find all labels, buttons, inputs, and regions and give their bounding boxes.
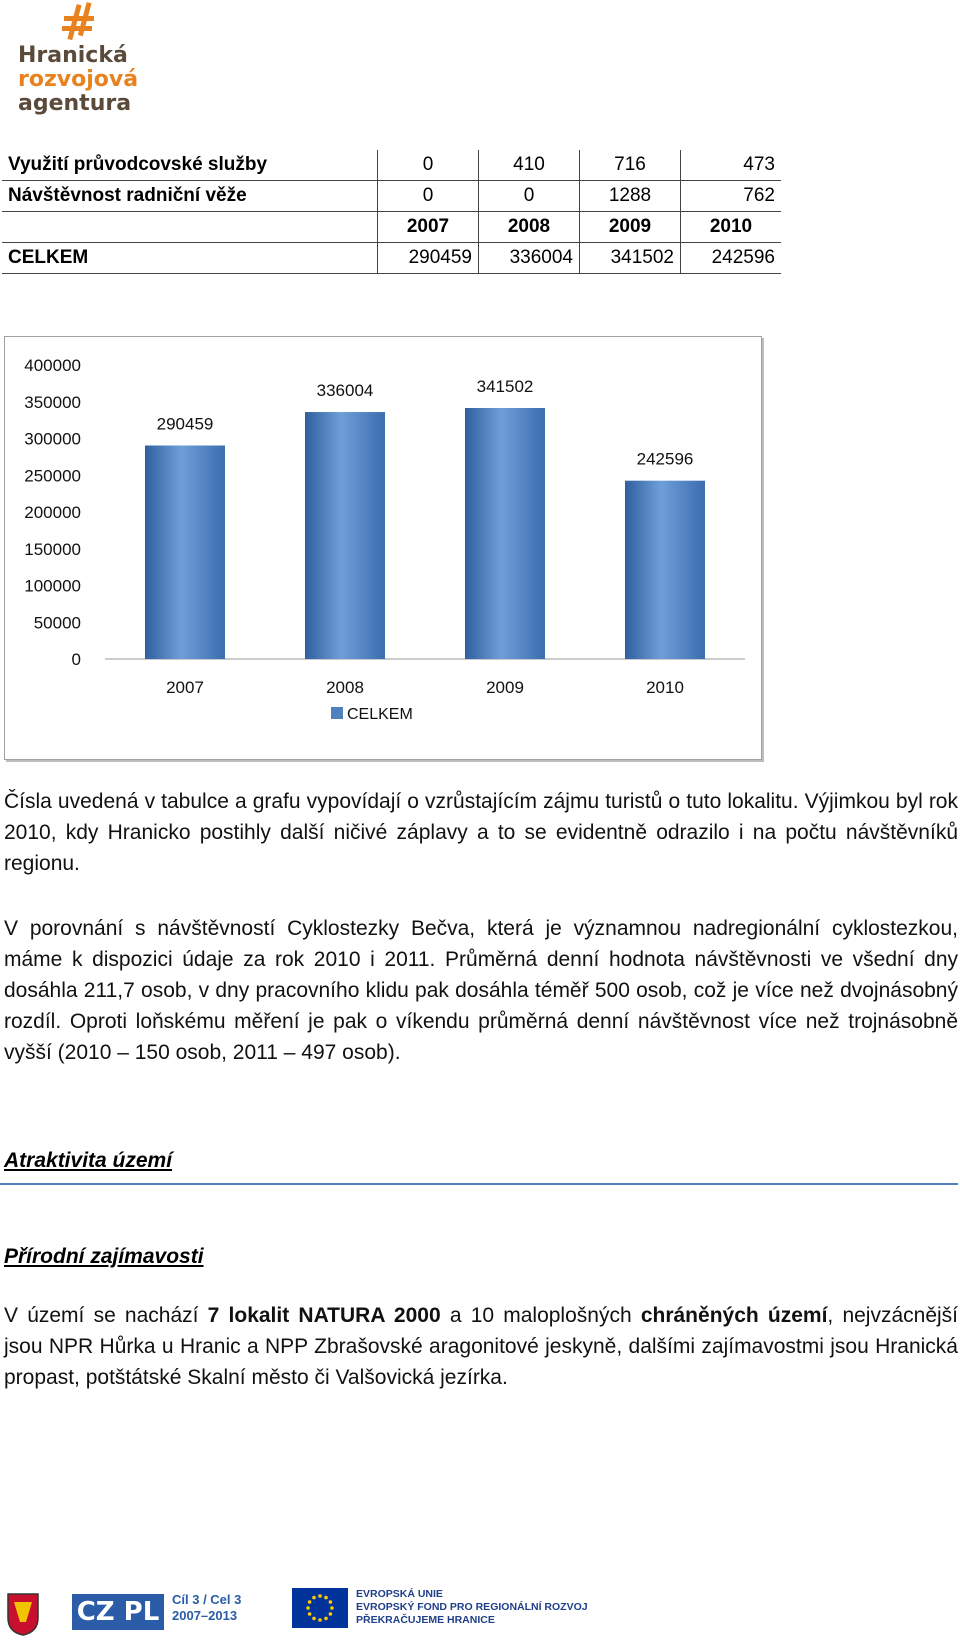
eu-star [324, 1617, 328, 1621]
y-tick-label: 150000 [24, 539, 81, 559]
table-cell: 336004 [479, 243, 580, 274]
paragraph-cycle-path: V porovnání s návštěvností Cyklostezky Bečva, která je významnou nadregionální cyklostezkou, máme k dispozici údaje za rok 2010 i 2011. Průměrná denní hodnota návštěvnosti ve všední dny dosáhla 211,7 osob, v dny pracovního klidu pak dosáhla téměř 500 osob, což je více než dvojnásobný rozdíl. Oproti loňskému měření je pak o víkendu průměrná denní návštěvnost více než trojnásobně vyšší (2010 – 150 osob, 2011 – 497 osob). [4, 917, 958, 1064]
eu-star [312, 1596, 316, 1600]
text-run: a 10 maloplošných [440, 1304, 641, 1327]
section-divider [0, 1183, 958, 1185]
eu-star [306, 1606, 310, 1610]
table-cell: 1288 [580, 181, 681, 212]
section-heading-attractivity: Atraktivita území [4, 1149, 173, 1172]
table-row [2, 150, 781, 181]
y-tick-label: 200000 [24, 503, 81, 522]
bar-2008 [305, 412, 385, 659]
program-line-1: Cíl 3 / Cel 3 [172, 1592, 242, 1607]
year-header: 2009 [580, 212, 681, 243]
table-row [2, 212, 781, 243]
x-tick-label: 2009 [486, 678, 524, 697]
year-header: 2010 [681, 212, 782, 243]
year-header: 2007 [378, 212, 479, 243]
logo-line-3: agentura [18, 91, 132, 116]
y-tick-label: 350000 [24, 392, 81, 412]
eu-line-3: PŘEKRAČUJEME HRANICE [356, 1614, 495, 1626]
x-tick-label: 2010 [646, 678, 684, 697]
regional-coat-of-arms-icon [6, 1592, 40, 1636]
table-row [2, 181, 781, 212]
y-tick-label: 400000 [24, 356, 81, 375]
visitor-stats-table [2, 150, 781, 274]
table-cell: 242596 [681, 243, 782, 274]
x-tick-label: 2008 [326, 678, 364, 697]
eu-star [324, 1596, 328, 1600]
eu-star [318, 1594, 322, 1598]
eu-star [308, 1600, 312, 1604]
row-label: Návštěvnost radniční věže [2, 181, 378, 212]
table-cell: 0 [378, 181, 479, 212]
text-run: , nejvzácnější jsou NPR Hůrka u Hranic a NPP Zbrašovské aragonitové jeskyně, dalšími zajímavostmi jsou Hranická propast, potštátské Skalní město či Valšovická jezírka. [4, 1304, 959, 1389]
year-header: 2008 [479, 212, 580, 243]
y-tick-label: 100000 [24, 576, 81, 596]
table-cell: 762 [681, 181, 782, 212]
eu-line-2: EVROPSKÝ FOND PRO REGIONÁLNÍ ROZVOJ [356, 1601, 588, 1613]
footer-logos [0, 1580, 960, 1644]
eu-star [329, 1600, 333, 1604]
program-line-2: 2007–2013 [172, 1608, 238, 1623]
eu-star [318, 1618, 322, 1622]
logo-line-1: Hranická [18, 43, 128, 68]
y-tick-label: 0 [71, 650, 81, 669]
y-tick-label: 50000 [33, 613, 81, 633]
text-run-bold: chráněných území [640, 1304, 828, 1327]
y-tick-label: 300000 [24, 429, 81, 449]
table-cell: 473 [681, 150, 782, 181]
text-run-bold: 7 lokalit NATURA 2000 [207, 1304, 441, 1327]
paragraph-trend: Čísla uvedená v tabulce a grafu vypovídají o vzrůstajícím zájmu turistů o tuto lokalitu. Výjimkou byl rok 2010, kdy Hranicko postihly další ničivé záplavy a to se evidentně odrazilo i na počtu návštěvníků regionu. [4, 790, 958, 875]
table-cell: 716 [580, 150, 681, 181]
eu-flag-icon [292, 1588, 348, 1628]
eu-label [356, 1588, 588, 1627]
logo-line-2: rozvojová [18, 67, 139, 92]
eu-star [308, 1612, 312, 1616]
logo-emblem-icon [58, 0, 98, 44]
data-label-2009: 341502 [476, 376, 534, 396]
y-tick-label: 250000 [24, 466, 81, 486]
row-label [2, 212, 378, 243]
table-cell: 341502 [580, 243, 681, 274]
legend-label: CELKEM [347, 706, 413, 723]
organization-logo [18, 0, 139, 132]
eu-star [329, 1612, 333, 1616]
czpl-logo: CZ PL [72, 1594, 164, 1630]
bar-2009 [465, 408, 545, 659]
bar-2007 [145, 446, 225, 659]
eu-star [330, 1606, 334, 1610]
table-cell: 290459 [378, 243, 479, 274]
paragraph-nature [4, 1300, 958, 1393]
table-cell: 0 [378, 150, 479, 181]
table-cell: 0 [479, 181, 580, 212]
visitor-chart [4, 336, 762, 760]
data-label-2008: 336004 [316, 381, 374, 401]
table-cell: 410 [479, 150, 580, 181]
row-label: Využití průvodcovské služby [2, 150, 378, 181]
eu-star [312, 1617, 316, 1621]
program-label [172, 1592, 241, 1624]
x-tick-label: 2007 [166, 678, 204, 697]
data-label-2010: 242596 [636, 449, 694, 469]
data-label-2007: 290459 [156, 414, 214, 434]
bar-chart [5, 337, 761, 759]
bar-2010 [625, 481, 705, 659]
row-label: CELKEM [2, 243, 378, 274]
table-row [2, 243, 781, 274]
text-run: V území se nachází [4, 1304, 208, 1327]
eu-line-1: EVROPSKÁ UNIE [356, 1588, 443, 1600]
legend-swatch [331, 707, 343, 719]
section-heading-nature: Přírodní zajímavosti [4, 1245, 204, 1268]
